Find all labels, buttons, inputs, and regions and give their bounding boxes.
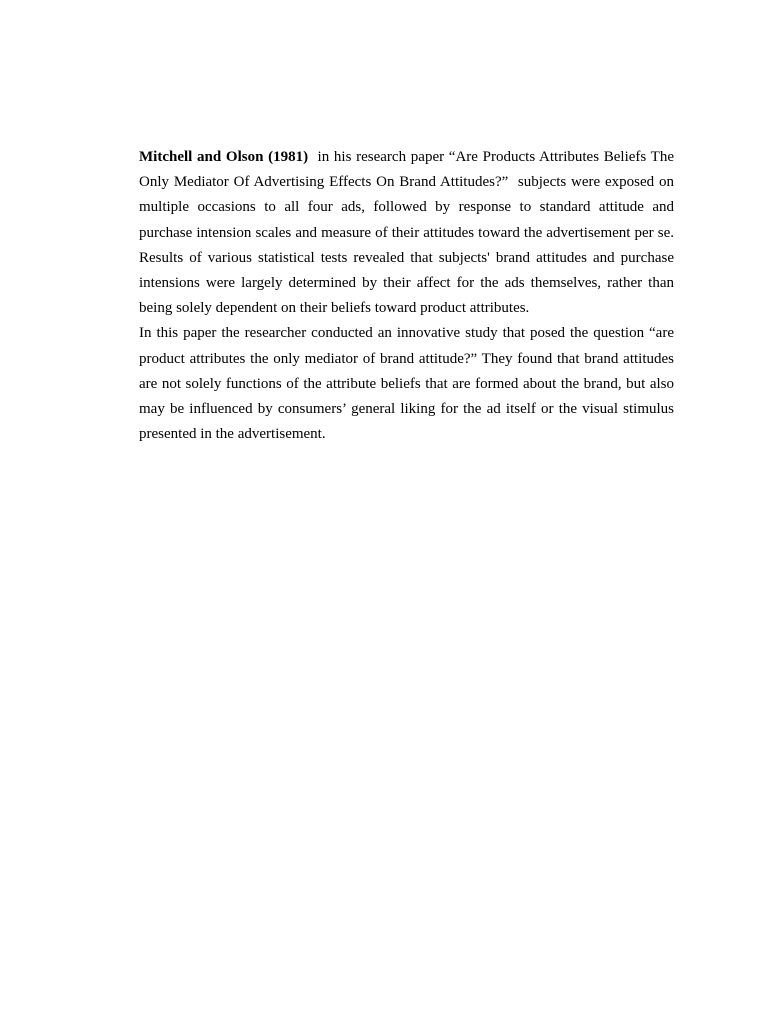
paragraph-2: In this paper the researcher conducted an innovative study that posed the question “are product attributes the only mediator of brand attitude?” They found that brand attitudes are not solely functions of the attribute beliefs that are formed about the brand, but also may be influenced by consumers’ general liking for the ad itself or the visual stimulus presented in the advertisement. <box>139 325 674 443</box>
body-text <box>139 145 678 447</box>
paragraph-1 <box>139 145 678 321</box>
author-citation: Mitchell and Olson (1981) <box>139 149 309 165</box>
paragraph-1-text: in his research paper “Are Products Attributes Beliefs The Only Mediator Of Advertising Effects On Brand Attitudes?” subjects were exposed on multiple occasions to all four ads, followed by response to standard attitude and purchase intension scales and measure of their attitudes toward the advertisement per se. Results of various statistical tests revealed that subjects' brand attitudes and purchase intensions were largely determined by their affect for the ads themselves, rather than being solely dependent on their beliefs toward product attributes. <box>139 149 678 317</box>
